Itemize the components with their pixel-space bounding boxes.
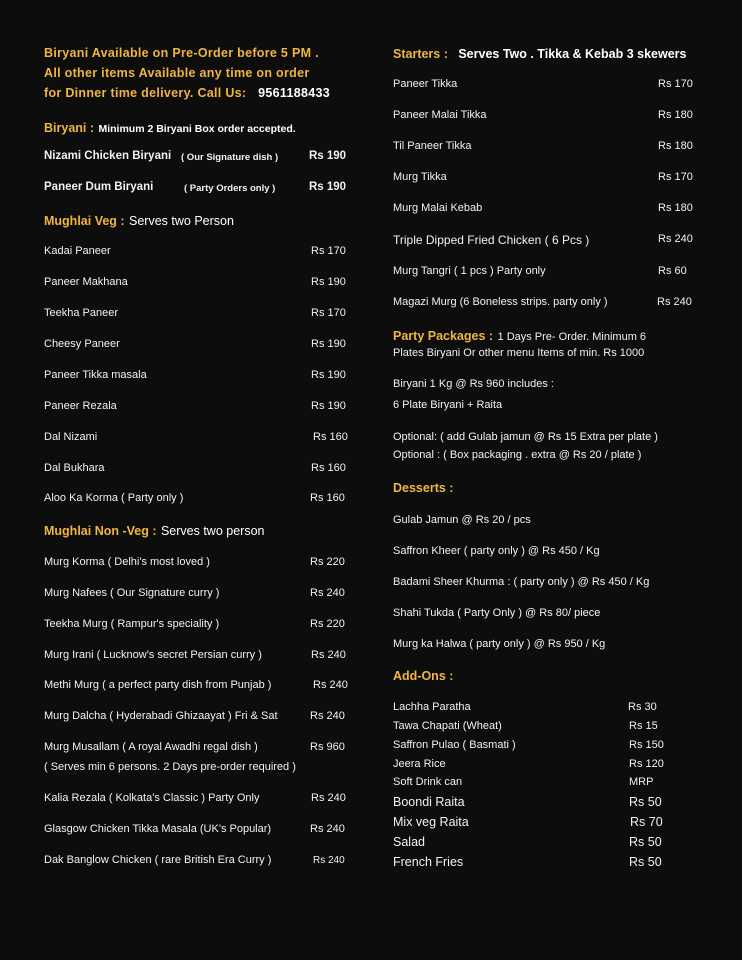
intro-line-1: Biryani Available on Pre-Order before 5 PM . [44,46,319,60]
party-biryani-line: Biryani 1 Kg @ Rs 960 includes : [393,378,554,390]
addons-heading: Add-Ons : [393,669,454,683]
intro-line-3: for Dinner time delivery. Call Us: 9561188433 [44,86,331,100]
party-optional-2: Optional : ( Box packaging . extra @ Rs 20 / plate ) [393,449,642,461]
party-biryani-includes: 6 Plate Biryani + Raita [393,399,503,411]
dessert-item: Saffron Kheer ( party only ) @ Rs 450 / Kg [393,545,600,557]
party-note: Plates Biryani Or other menu Items of min. Rs 1000 [393,347,645,359]
mughlai-nonveg-heading: Mughlai Non -Veg : Serves two person [44,524,265,538]
starters-heading: Starters : Serves Two . Tikka & Kebab 3 skewers [393,47,687,61]
dessert-item: Murg ka Halwa ( party only ) @ Rs 950 / Kg [393,638,606,650]
desserts-heading: Desserts : [393,481,454,495]
phone-number[interactable]: 9561188433 [258,86,331,100]
dessert-item: Gulab Jamun @ Rs 20 / pcs [393,514,531,526]
party-optional-1: Optional: ( add Gulab jamun @ Rs 15 Extra per plate ) [393,431,658,443]
intro-block [44,43,354,103]
biryani-heading: Biryani : Minimum 2 Biryani Box order accepted. [44,121,296,135]
dessert-item: Shahi Tukda ( Party Only ) @ Rs 80/ piece [393,607,601,619]
mughlai-veg-heading: Mughlai Veg : Serves two Person [44,214,234,228]
party-heading: Party Packages : 1 Days Pre- Order. Minimum 6 [393,329,647,343]
dessert-item: Badami Sheer Khurma : ( party only ) @ Rs 450 / Kg [393,576,650,588]
intro-line-2: All other items Available any time on order [44,66,310,80]
